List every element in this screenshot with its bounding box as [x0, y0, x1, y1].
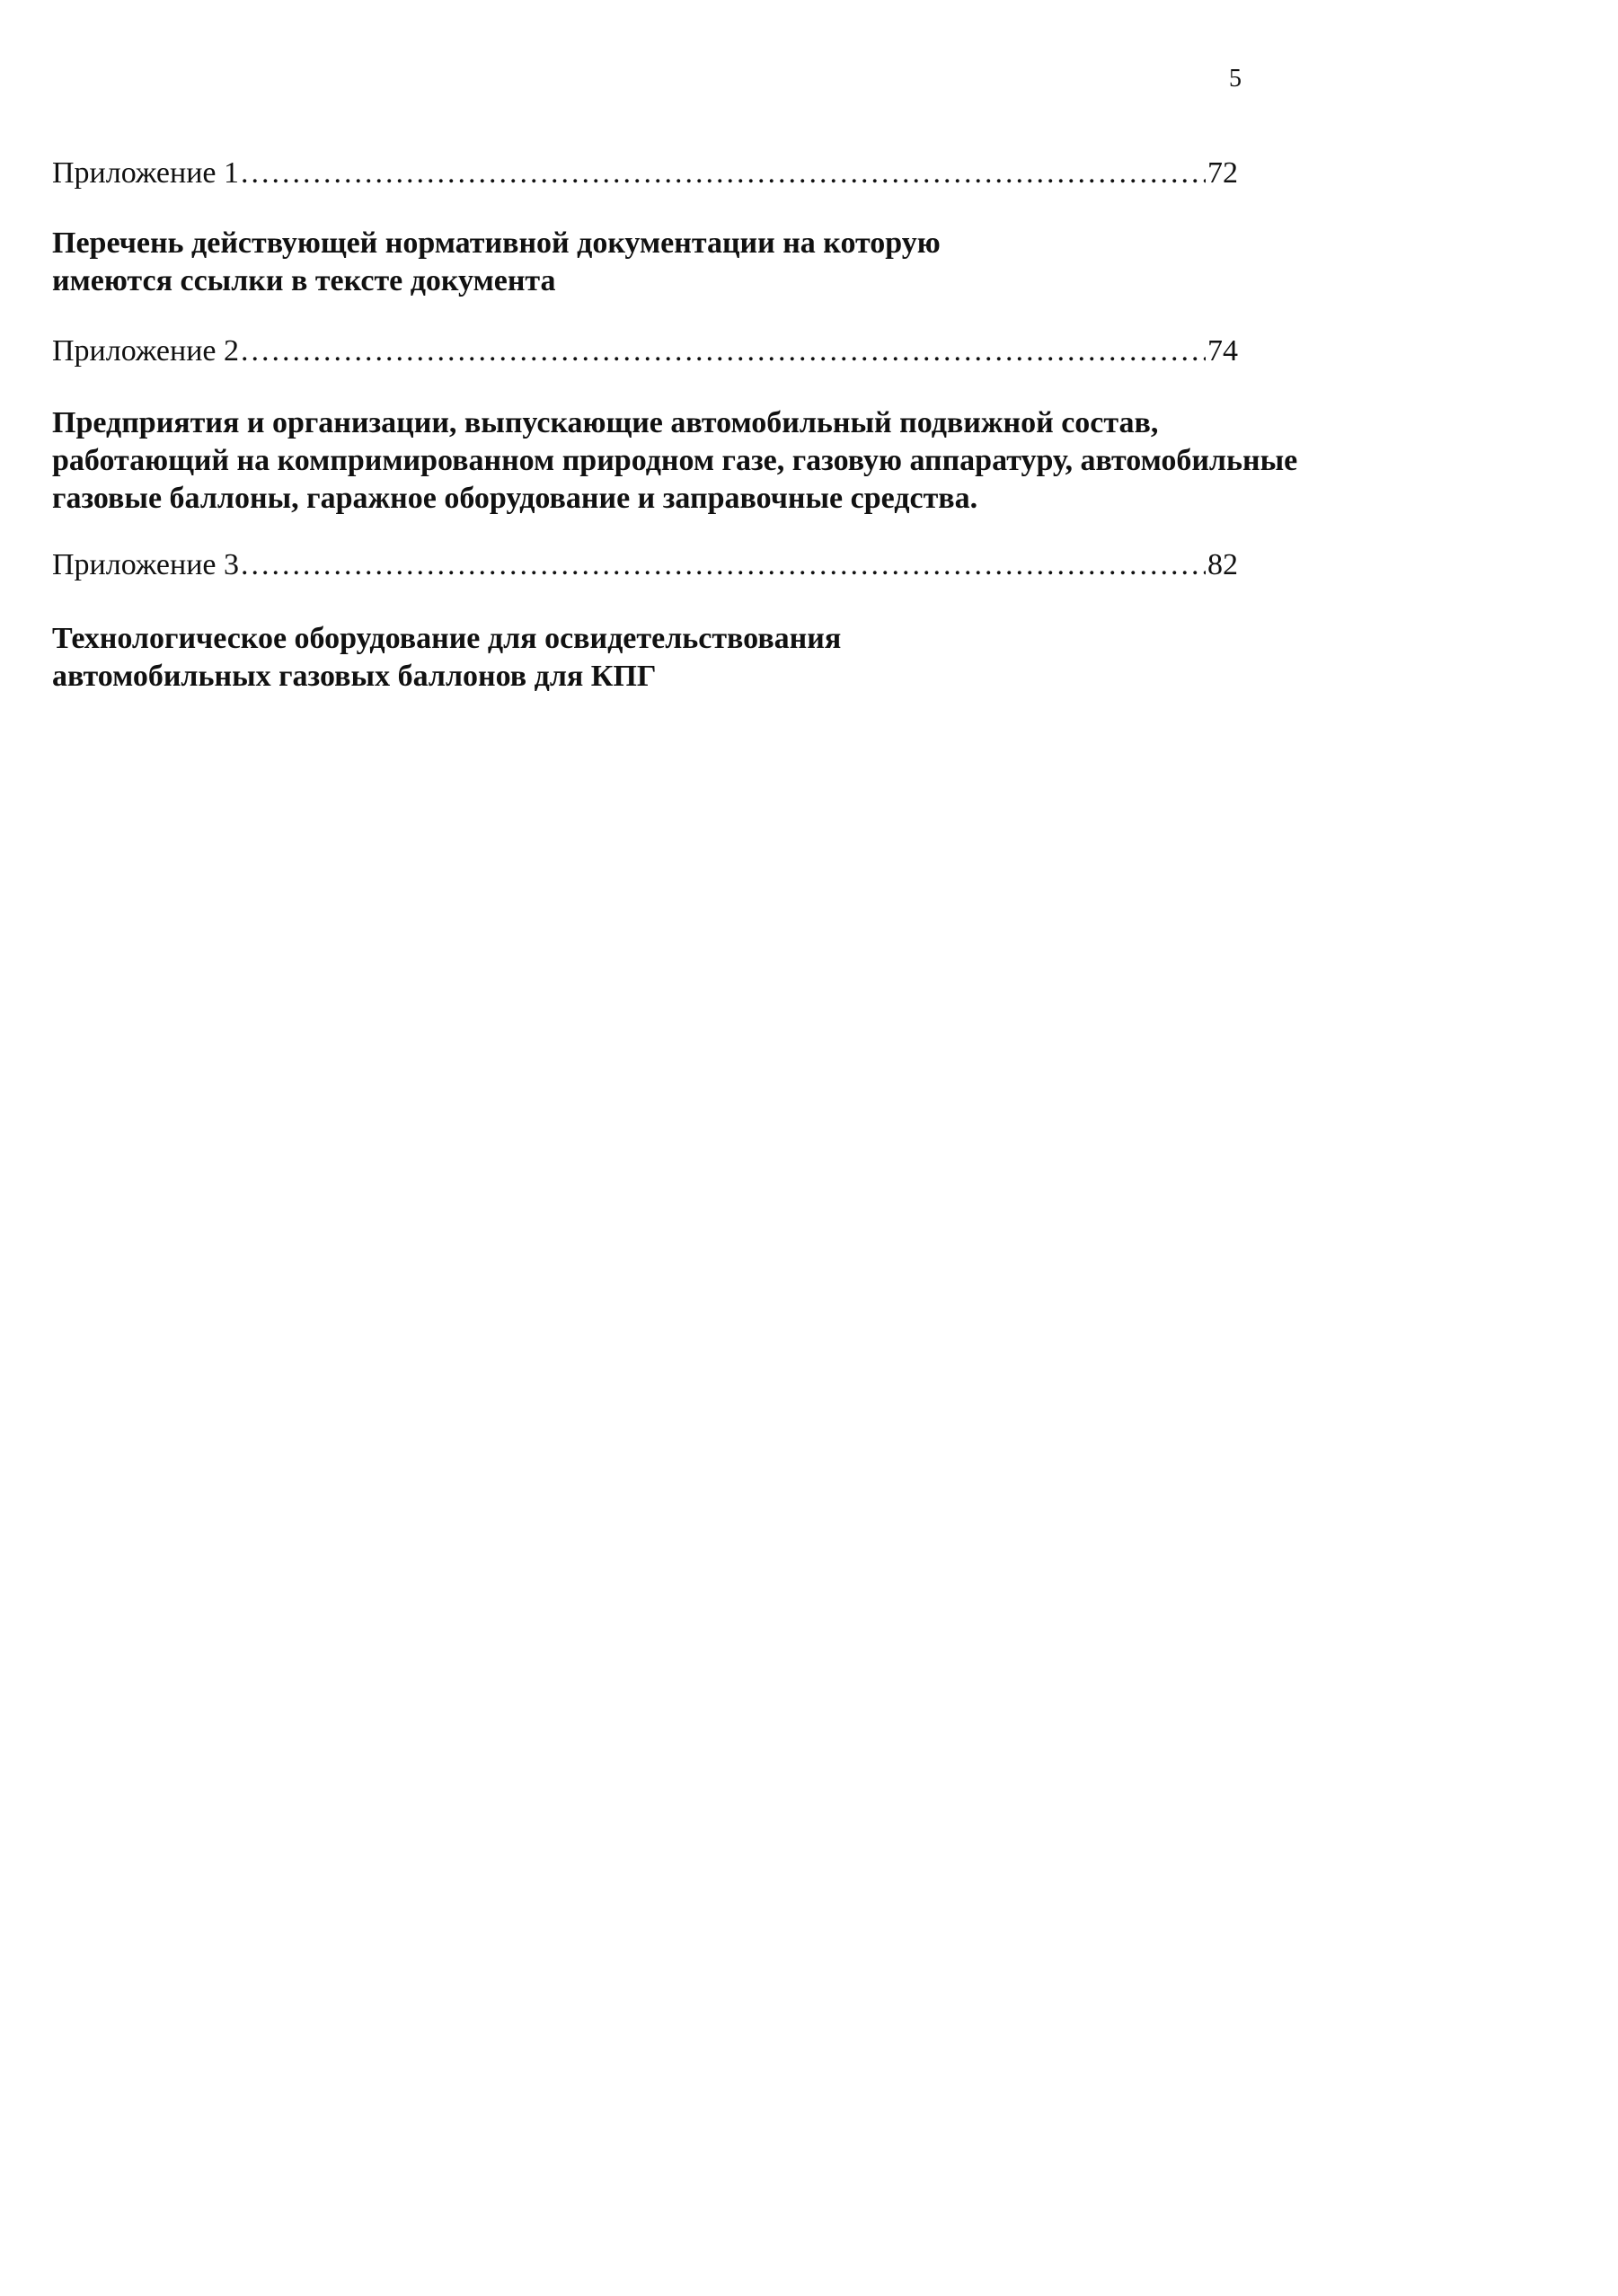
description-line: Технологическое оборудование для освидетельствования — [52, 622, 842, 655]
toc-entry-page: 82 — [1207, 548, 1238, 581]
description-line: работающий на компримированном природном газе, газовую аппаратуру, автомобильные — [52, 444, 1298, 477]
toc-entry-appendix-2[interactable] — [52, 332, 1238, 370]
toc-dot-leader — [241, 155, 1206, 192]
description-line: Перечень действующей нормативной документации на которую — [52, 226, 941, 260]
toc-entry-description — [52, 225, 1256, 300]
toc-entry-title: Приложение 3 — [52, 548, 239, 581]
toc-dot-leader — [241, 546, 1206, 584]
description-line: Предприятия и организации, выпускающие автомобильный подвижной состав, — [52, 406, 1159, 439]
description-line: имеются ссылки в тексте документа — [52, 264, 556, 297]
toc-entry-page: 74 — [1207, 334, 1238, 368]
toc-entry-appendix-1[interactable] — [52, 155, 1238, 192]
description-line: газовые баллоны, гаражное оборудование и заправочные средства. — [52, 482, 978, 515]
toc-entry-description — [52, 620, 1256, 696]
toc-dot-leader — [241, 332, 1206, 370]
toc-entry-title: Приложение 2 — [52, 334, 239, 368]
toc-entry-appendix-3[interactable] — [52, 546, 1238, 584]
toc-entry-description — [52, 404, 1298, 518]
page-number: 5 — [1229, 65, 1242, 93]
toc-entry-title: Приложение 1 — [52, 156, 239, 190]
description-line: автомобильных газовых баллонов для КПГ — [52, 660, 657, 693]
toc-entry-page: 72 — [1207, 156, 1238, 190]
